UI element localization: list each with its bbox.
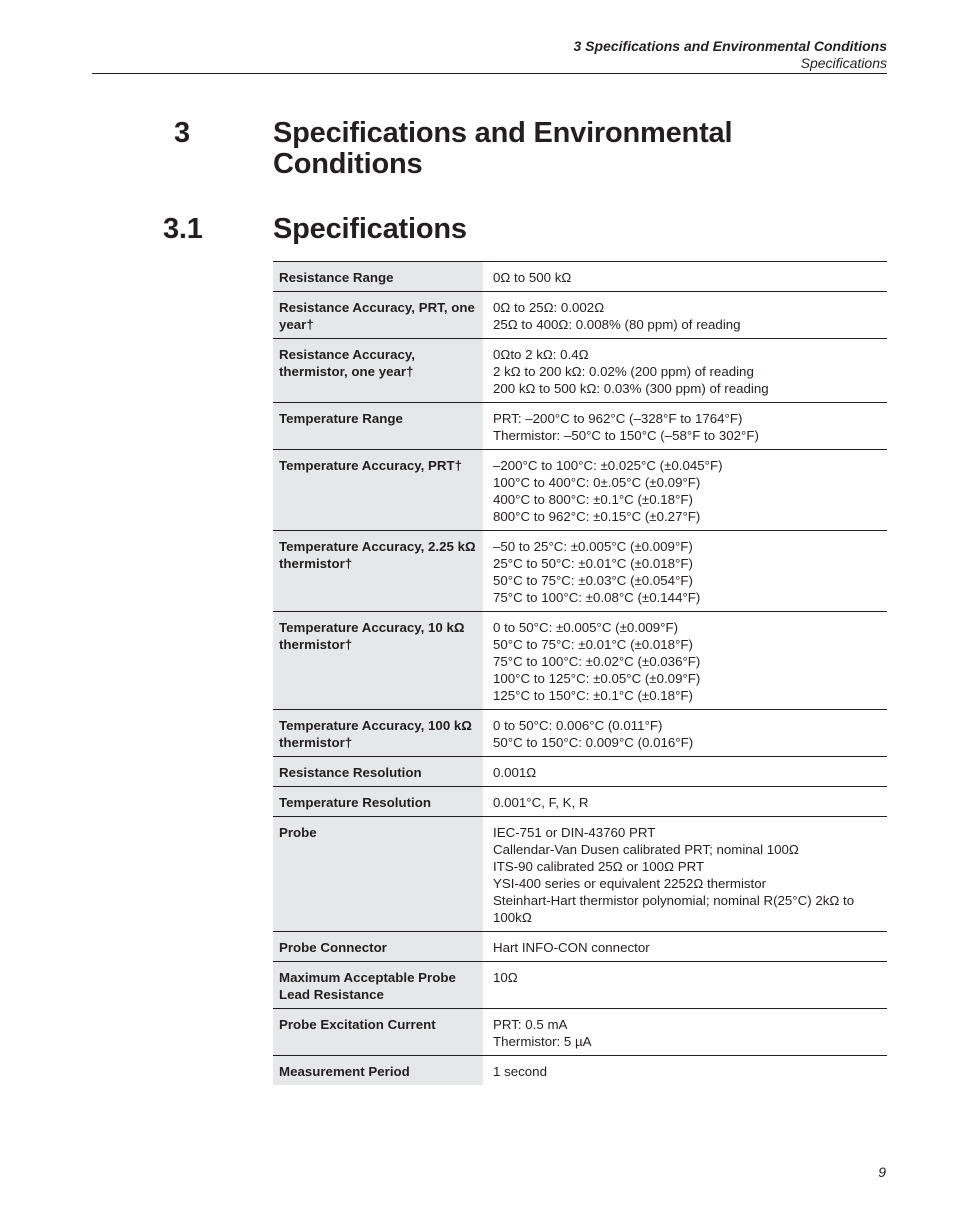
spec-value xyxy=(483,1009,887,1056)
section-number: 3.1 xyxy=(163,213,203,245)
spec-label: Temperature Accuracy, 2.25 kΩ thermistor† xyxy=(273,531,483,612)
section-title: Specifications xyxy=(273,213,467,245)
spec-value xyxy=(483,612,887,710)
spec-row xyxy=(273,292,887,339)
spec-label: Resistance Accuracy, PRT, one year† xyxy=(273,292,483,339)
spec-label: Temperature Resolution xyxy=(273,787,483,817)
spec-label: Temperature Accuracy, 100 kΩ thermistor† xyxy=(273,710,483,757)
spec-label: Resistance Range xyxy=(273,262,483,292)
running-header-section: Specifications xyxy=(800,55,887,71)
spec-value-line: 0 to 50°C: 0.006°C (0.011°F) xyxy=(493,718,663,733)
spec-label: Probe xyxy=(273,817,483,932)
spec-row xyxy=(273,757,887,787)
spec-row xyxy=(273,1056,887,1086)
spec-value xyxy=(483,710,887,757)
spec-value-line: 100°C to 125°C: ±0.05°C (±0.09°F) xyxy=(493,671,701,686)
page-number: 9 xyxy=(878,1164,886,1180)
spec-value-line: 75°C to 100°C: ±0.08°C (±0.144°F) xyxy=(493,590,701,605)
chapter-title: Specifications and Environmental Conditions xyxy=(273,117,733,180)
spec-row xyxy=(273,531,887,612)
spec-value-line: Thermistor: –50°C to 150°C (–58°F to 302°F) xyxy=(493,428,759,443)
spec-value-line: Hart INFO-CON connector xyxy=(493,940,650,955)
spec-value-line: 50°C to 75°C: ±0.01°C (±0.018°F) xyxy=(493,637,693,652)
spec-value-line: 50°C to 75°C: ±0.03°C (±0.054°F) xyxy=(493,573,693,588)
spec-value xyxy=(483,339,887,403)
spec-row xyxy=(273,962,887,1009)
spec-label: Temperature Accuracy, 10 kΩ thermistor† xyxy=(273,612,483,710)
spec-row xyxy=(273,262,887,292)
spec-row xyxy=(273,450,887,531)
spec-value xyxy=(483,817,887,932)
spec-value xyxy=(483,787,887,817)
spec-value-line: 400°C to 800°C: ±0.1°C (±0.18°F) xyxy=(493,492,693,507)
spec-value-line: 0Ωto 2 kΩ: 0.4Ω xyxy=(493,347,589,362)
specifications-table-body xyxy=(273,262,887,1086)
spec-value xyxy=(483,403,887,450)
spec-label: Maximum Acceptable Probe Lead Resistance xyxy=(273,962,483,1009)
spec-value-line: Callendar-Van Dusen calibrated PRT; nominal 100Ω xyxy=(493,842,799,857)
spec-row xyxy=(273,710,887,757)
spec-value-line: 0Ω to 25Ω: 0.002Ω xyxy=(493,300,605,315)
spec-value-line: Thermistor: 5 µA xyxy=(493,1034,592,1049)
spec-value-line: 50°C to 150°C: 0.009°C (0.016°F) xyxy=(493,735,694,750)
spec-value-line: 0.001°C, F, K, R xyxy=(493,795,589,810)
spec-value-line: ITS-90 calibrated 25Ω or 100Ω PRT xyxy=(493,859,705,874)
running-header-chapter: 3 Specifications and Environmental Conditions xyxy=(573,38,887,54)
spec-row xyxy=(273,787,887,817)
spec-value xyxy=(483,962,887,1009)
spec-value xyxy=(483,1056,887,1086)
spec-value-line: 2 kΩ to 200 kΩ: 0.02% (200 ppm) of reading xyxy=(493,364,754,379)
spec-value-line: 25Ω to 400Ω: 0.008% (80 ppm) of reading xyxy=(493,317,741,332)
header-rule xyxy=(92,73,887,74)
spec-value-line: –200°C to 100°C: ±0.025°C (±0.045°F) xyxy=(493,458,723,473)
spec-label: Temperature Accuracy, PRT† xyxy=(273,450,483,531)
spec-row xyxy=(273,1009,887,1056)
spec-label: Probe Connector xyxy=(273,932,483,962)
spec-value xyxy=(483,450,887,531)
spec-row xyxy=(273,817,887,932)
spec-value-line: PRT: –200°C to 962°C (–328°F to 1764°F) xyxy=(493,411,743,426)
spec-value-line: 100°C to 400°C: 0±.05°C (±0.09°F) xyxy=(493,475,701,490)
spec-label: Resistance Accuracy, thermistor, one year† xyxy=(273,339,483,403)
spec-value-line: Steinhart-Hart thermistor polynomial; nominal R(25°C) 2kΩ to 100kΩ xyxy=(493,893,855,925)
spec-label: Probe Excitation Current xyxy=(273,1009,483,1056)
running-header xyxy=(92,38,887,72)
spec-value-line: 1 second xyxy=(493,1064,547,1079)
spec-value-line: 0 to 50°C: ±0.005°C (±0.009°F) xyxy=(493,620,679,635)
chapter-number: 3 xyxy=(174,117,190,149)
spec-value xyxy=(483,531,887,612)
spec-value xyxy=(483,932,887,962)
spec-value-line: 10Ω xyxy=(493,970,518,985)
specifications-table xyxy=(273,261,887,1085)
spec-value xyxy=(483,292,887,339)
spec-label: Measurement Period xyxy=(273,1056,483,1086)
spec-value-line: 800°C to 962°C: ±0.15°C (±0.27°F) xyxy=(493,509,701,524)
spec-value-line: 125°C to 150°C: ±0.1°C (±0.18°F) xyxy=(493,688,693,703)
spec-value xyxy=(483,262,887,292)
spec-value xyxy=(483,757,887,787)
spec-value-line: PRT: 0.5 mA xyxy=(493,1017,568,1032)
spec-value-line: 25°C to 50°C: ±0.01°C (±0.018°F) xyxy=(493,556,693,571)
spec-value-line: 75°C to 100°C: ±0.02°C (±0.036°F) xyxy=(493,654,701,669)
spec-value-line: YSI-400 series or equivalent 2252Ω thermistor xyxy=(493,876,767,891)
spec-row xyxy=(273,612,887,710)
spec-row xyxy=(273,932,887,962)
spec-value-line: 0Ω to 500 kΩ xyxy=(493,270,572,285)
spec-value-line: –50 to 25°C: ±0.005°C (±0.009°F) xyxy=(493,539,693,554)
spec-value-line: 200 kΩ to 500 kΩ: 0.03% (300 ppm) of reading xyxy=(493,381,769,396)
spec-value-line: IEC-751 or DIN-43760 PRT xyxy=(493,825,656,840)
spec-row xyxy=(273,339,887,403)
spec-value-line: 0.001Ω xyxy=(493,765,537,780)
spec-row xyxy=(273,403,887,450)
spec-label: Resistance Resolution xyxy=(273,757,483,787)
spec-label: Temperature Range xyxy=(273,403,483,450)
